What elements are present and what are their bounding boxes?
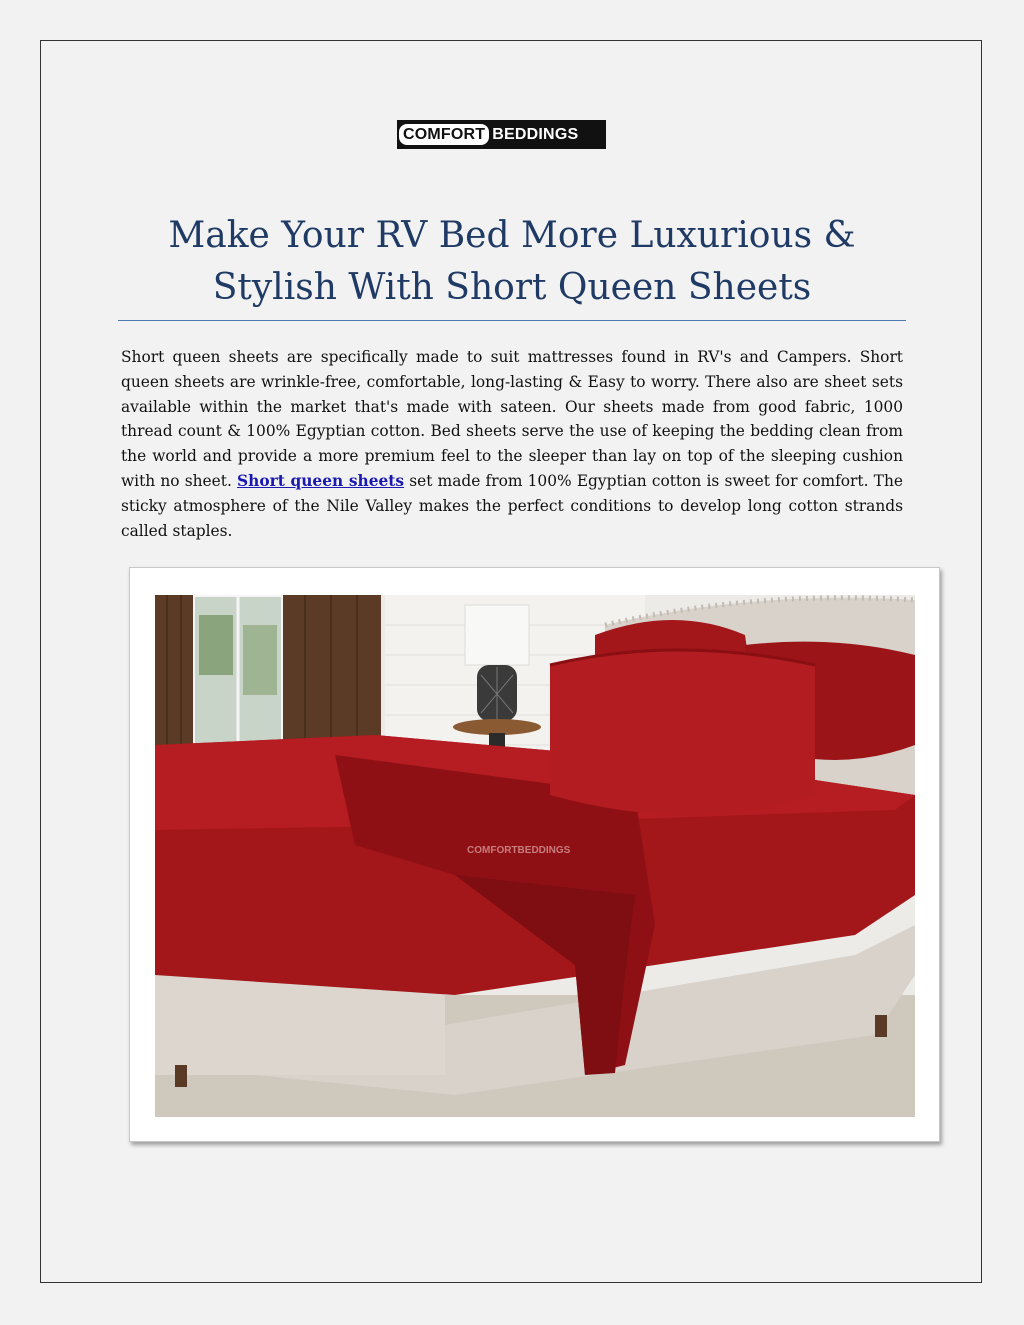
paragraph-text-1: Short queen sheets are specifically made to suit mattresses found in RV's and Campers. Short queen sheets are wrinkle-free, comfortable, long-lasting & Easy to worry. There also are sheet sets available within the market that's made with sateen. Our sheets made from good fabric, 1000 thread count & 100% Egyptian cotton. Bed sheets serve the use of keeping the bedding clean from the world and provide a more premium feel to the sleeper than lay on top of the sleeping cushion with no sheet. [121, 348, 903, 490]
bed-photo [155, 595, 915, 1117]
bed-illustration [155, 595, 915, 1117]
logo-comfort: COMFORT [399, 124, 489, 145]
side-table [453, 719, 541, 735]
short-queen-sheets-link[interactable]: Short queen sheets [237, 471, 405, 490]
logo-beddings: BEDDINGS [492, 125, 579, 143]
page-title: Make Your RV Bed More Luxurious & Stylish With Short Queen Sheets [168, 215, 856, 308]
pillow-front [550, 650, 815, 815]
body-paragraph [121, 345, 903, 543]
comfort-beddings-logo [397, 120, 606, 149]
photo-watermark: COMFORTBEDDINGS [467, 845, 571, 856]
paragraph-text-2: set made from 100% Egyptian cotton is sweet for comfort. The sticky atmosphere of the Nile Valley makes the perfect conditions to develop long cotton strands called staples. [121, 471, 903, 540]
product-photo-frame [129, 567, 940, 1142]
title-underline [118, 320, 906, 321]
lamp-shade [465, 605, 529, 665]
